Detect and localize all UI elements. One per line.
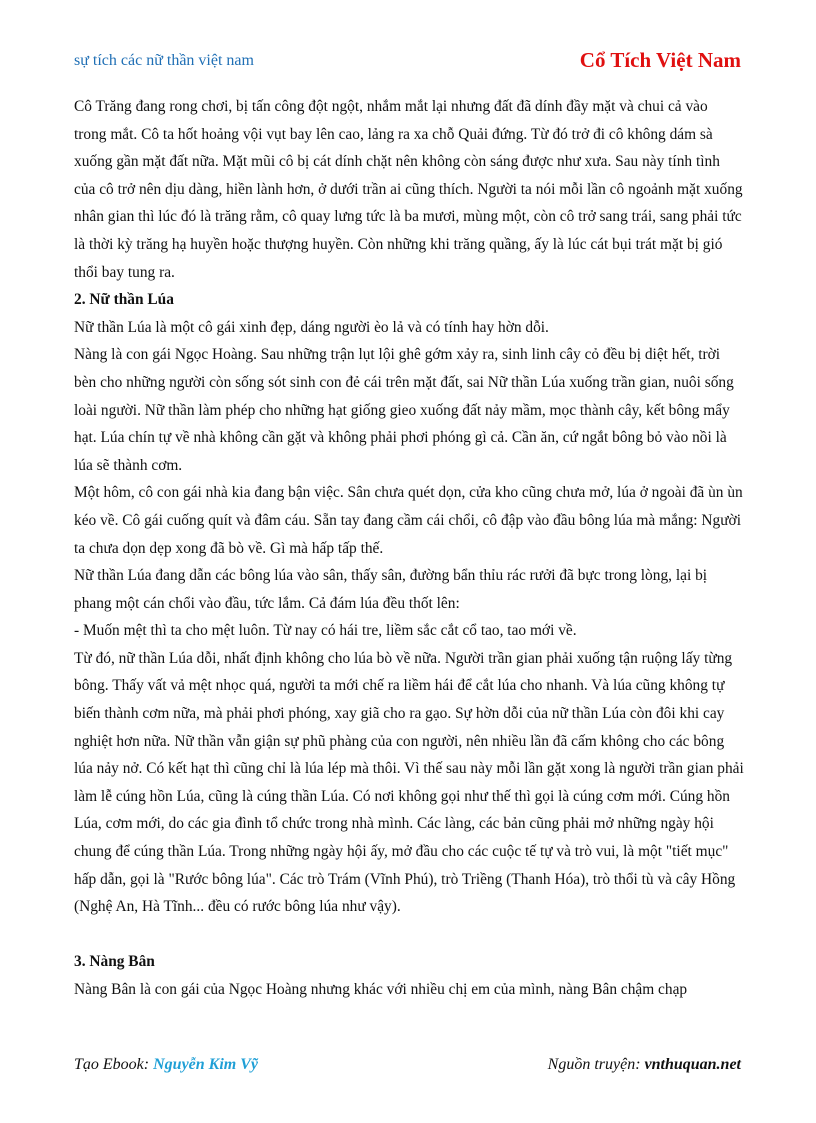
footer-ebook-author: Nguyễn Kim Vỹ <box>153 1056 258 1073</box>
paragraph-8: Nàng Bân là con gái của Ngọc Hoàng nhưng khác với nhiều chị em của mình, nàng Bân chậm chạp <box>74 981 688 998</box>
footer-source-site: vnthuquan.net <box>644 1056 741 1073</box>
paragraph-3: Nàng là con gái Ngọc Hoàng. Sau những trận lụt lội ghê gớm xảy ra, sinh linh cây cỏ đều bị diệt hết, trời bèn cho những người còn sống sót sinh con đẻ cái trên mặt đất, sai Nữ thần Lúa xuống trần gian, nuôi sống loài người. Nữ thần làm phép cho những hạt giống gieo xuống đất nảy mầm, mọc thành cây, kết bông mẩy hạt. Lúa chín tự về nhà không cần gặt và không phải phơi phóng gì cả. Cần ăn, cứ ngắt bông bỏ vào nồi là lúa sẽ thành cơm. <box>74 346 734 474</box>
footer-source-credit <box>548 1056 741 1074</box>
page-header-left-title: sự tích các nữ thần việt nam <box>74 52 254 69</box>
footer-ebook-credit <box>74 1056 258 1074</box>
paragraph-6: - Muốn mệt thì ta cho mệt luôn. Từ nay có hái tre, liềm sắc cắt cổ tao, tao mới về. <box>74 622 577 640</box>
page-header-right-title: Cổ Tích Việt Nam <box>579 48 741 72</box>
paragraph-4: Một hôm, cô con gái nhà kia đang bận việc. Sân chưa quét dọn, cửa kho cũng chưa mở, lúa ở ngoài đã ùn ùn kéo về. Cô gái cuống quít và đâm cáu. Sẵn tay đang cầm cái chổi, cô đập vào đầu bông lúa mà mắng: Người ta chưa dọn dẹp xong đã bò về. Gì mà hấp tấp thế. <box>74 484 743 557</box>
footer-source-separator: : <box>635 1056 645 1073</box>
paragraph-1: Cô Trăng đang rong chơi, bị tấn công đột ngột, nhắm mắt lại nhưng đất đã dính đầy mặt và chui cả vào trong mắt. Cô ta hốt hoảng vội vụt bay lên cao, lảng ra xa chỗ Quải đứng. Từ đó trở đi cô không dám sà xuống gần mặt đất nữa. Mặt mũi cô bị cát dính chặt nên không còn sáng được như xưa. Sau này tính tình của cô trở nên dịu dàng, hiền lành hơn, ở dưới trần ai cũng thích. Người ta nói mỗi lần cô ngoảnh mặt xuống nhân gian thì lúc đó là trăng rằm, cô quay lưng tức là ba mươi, mùng một, còn cô trở sang trái, sang phải tức là thời kỳ trăng hạ huyền hoặc thượng huyền. Còn những khi trăng quầng, ấy là lúc cát bụi trát mặt bị gió thổi bay tung ra. <box>74 98 743 281</box>
footer-source-label: Nguồn truyện <box>547 1056 636 1073</box>
paragraph-5: Nữ thần Lúa đang dẫn các bông lúa vào sân, thấy sân, đường bẩn thỉu rác rưởi đã bực trong lòng, lại bị phang một cán chổi vào đầu, tức lắm. Cả đám lúa đều thốt lên: <box>74 567 708 612</box>
paragraph-2: Nữ thần Lúa là một cô gái xinh đẹp, dáng người èo lả và có tính hay hờn dỗi. <box>74 318 549 336</box>
footer-ebook-label: Tạo Ebook <box>74 1056 144 1073</box>
document-body <box>74 93 744 1004</box>
section-heading-ban: 3. Nàng Bân <box>74 953 155 971</box>
section-heading-lua: 2. Nữ thần Lúa <box>74 291 174 309</box>
footer-ebook-separator: : <box>143 1056 154 1073</box>
blank-line <box>74 921 744 949</box>
paragraph-7: Từ đó, nữ thần Lúa dỗi, nhất định không cho lúa bò về nữa. Người trần gian phải xuống tận ruộng lấy từng bông. Thấy vất vả mệt nhọc quá, người ta mới chế ra liềm hái để cắt lúa cho nhanh. Và lúa cũng không tự biến thành cơm nữa, mà phải phơi phóng, xay giã cho ra gạo. Sự hờn dỗi của nữ thần Lúa còn đôi khi cay nghiệt hơn nữa. Nữ thần vẫn giận sự phũ phàng của con người, nên nhiều lần đã cấm không cho các bông lúa nảy nở. Có kết hạt thì cũng chỉ là lúa lép mà thôi. Vì thế sau này mỗi lần gặt xong là người trần gian phải làm lễ cúng hồn Lúa, cũng là cúng thần Lúa. Có nơi không gọi như thế thì gọi là cúng cơm mới. Cúng hồn Lúa, cơm mới, do các gia đình tổ chức trong nhà mình. Các làng, các bản cũng phải mở những ngày hội chung để cúng thần Lúa. Trong những ngày hội ấy, mở đầu cho các cuộc tế tự và trò vui, là một "tiết mục" hấp dẫn, gọi là "Rước bông lúa". Các trò Trám (Vĩnh Phú), trò Triềng (Thanh Hóa), trò thổi tù và cây Hồng (Nghệ An, Hà Tĩnh... đều có rước bông lúa như vậy). <box>74 649 744 916</box>
